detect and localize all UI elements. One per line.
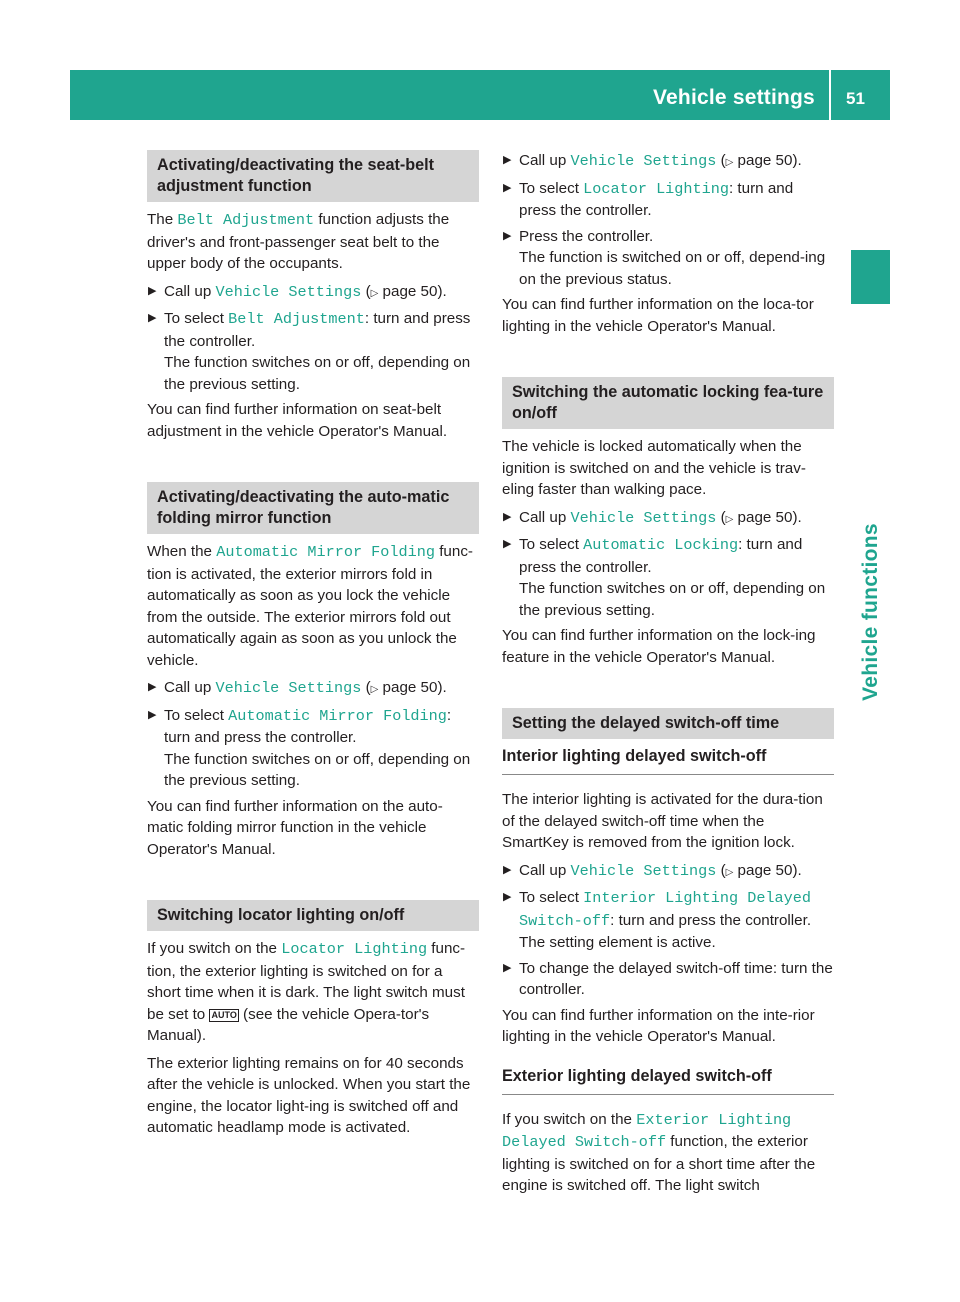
- arrow-icon: ▶: [503, 863, 512, 876]
- subheading-interior-lighting: Interior lighting delayed switch-off: [502, 746, 834, 775]
- arrow-icon: ▶: [148, 708, 157, 721]
- page-title: Vehicle settings: [653, 86, 815, 109]
- paragraph: You can find further information on the lock-ing feature in the vehicle Operator's Manual.: [502, 627, 816, 666]
- left-column: [147, 150, 479, 1145]
- paragraph: The Belt Adjustment function adjusts the driver's and front-passenger seat belt to the upper body of the occupants.: [147, 211, 450, 272]
- right-column: [502, 150, 834, 1203]
- arrow-icon: ▶: [503, 181, 512, 194]
- paragraph: You can find further information on the loca-tor lighting in the vehicle Operator's Manual.: [502, 296, 814, 335]
- side-tab-label: Vehicle functions: [859, 523, 882, 701]
- page-ref-icon: ▷: [370, 287, 379, 299]
- section-heading-delayed-switch-off: Setting the delayed switch-off time: [502, 708, 834, 739]
- section-heading-seat-belt: Activating/deactivating the seat-belt adjustment function: [147, 150, 479, 202]
- display-code: Locator Lighting: [583, 179, 729, 198]
- step-item: ▶ Call up Vehicle Settings (▷ page 50).: [148, 282, 447, 301]
- arrow-icon: ▶: [503, 229, 512, 242]
- section-heading-automatic-locking: Switching the automatic locking fea-ture on/off: [502, 377, 834, 429]
- step-result: The function is switched on or off, depend-ing on the previous status.: [519, 249, 826, 288]
- step-item: ▶ Call up Vehicle Settings (▷ page 50).: [503, 152, 802, 170]
- display-code: Automatic Mirror Folding: [228, 706, 447, 725]
- display-code: Interior Lighting Delayed Switch-off: [519, 889, 812, 930]
- display-code: Vehicle Settings: [215, 679, 362, 697]
- display-code: Vehicle Settings: [215, 282, 362, 301]
- display-code: Vehicle Settings: [570, 152, 717, 170]
- display-code: Exterior Lighting Delayed Switch-off: [502, 1110, 792, 1151]
- header-separator: [829, 70, 831, 120]
- arrow-icon: ▶: [503, 891, 512, 903]
- arrow-icon: ▶: [503, 510, 512, 523]
- auto-light-icon: AUTO: [211, 1009, 237, 1020]
- page-ref-icon: ▷: [725, 866, 734, 878]
- page-ref-icon: ▷: [725, 157, 734, 168]
- step-item: ▶ Call up Vehicle Settings (▷ page 50).: [503, 861, 802, 880]
- step-item: ▶ To select Interior Lighting Delayed Switch-off: turn and press the controller. The setting element is active.: [503, 889, 812, 951]
- display-code: Belt Adjustment: [177, 211, 315, 229]
- page-number: 51: [846, 89, 865, 108]
- step-result: The setting element is active.: [519, 934, 716, 951]
- paragraph: You can find further information on the inte-rior lighting in the vehicle Operator's Manual.: [502, 1006, 815, 1045]
- step-item: ▶ Call up Vehicle Settings (▷ page 50).: [148, 679, 447, 697]
- step-result: The function switches on or off, depending on the previous setting.: [519, 580, 826, 619]
- arrow-icon: ▶: [148, 284, 157, 297]
- page-ref-icon: ▷: [725, 513, 734, 525]
- arrow-icon: ▶: [148, 681, 157, 693]
- display-code: Locator Lighting: [281, 940, 428, 958]
- paragraph: If you switch on the Exterior Lighting Delayed Switch-off function, the exterior lighting is switched on for a short time after the engine is switched off. The light switch: [502, 1110, 816, 1194]
- step-item: ▶ To select Belt Adjustment: turn and press the controller. The function switches on or off, depending on the previous setting.: [148, 310, 471, 393]
- arrow-icon: ▶: [148, 312, 157, 324]
- display-code: Belt Adjustment: [228, 310, 365, 328]
- step-result: The function switches on or off, depending on the previous setting.: [164, 750, 471, 789]
- side-tab: [853, 512, 889, 712]
- display-code: Automatic Locking: [583, 536, 739, 554]
- paragraph: You can find further information on the auto-matic folding mirror function in the vehicle Operator's Manual.: [147, 797, 443, 858]
- section-heading-mirror-folding: Activating/deactivating the auto-matic folding mirror function: [147, 482, 479, 534]
- subheading-exterior-lighting: Exterior lighting delayed switch-off: [502, 1066, 834, 1095]
- step-item: ▶ To change the delayed switch-off time: turn the controller.: [503, 959, 833, 998]
- display-code: Vehicle Settings: [570, 861, 717, 880]
- step-result: The function switches on or off, depending on the previous setting.: [164, 354, 471, 393]
- arrow-icon: ▶: [503, 154, 512, 166]
- step-item: ▶ Call up Vehicle Settings (▷ page 50).: [503, 508, 802, 527]
- page-ref-icon: ▷: [370, 684, 379, 695]
- paragraph: When the Automatic Mirror Folding func-tion is activated, the exterior mirrors fold in automatically as soon as you lock the vehicle from the outside. The exterior mirrors fold out automatically again as soon as you unlock the vehicle.: [147, 543, 473, 669]
- step-item: ▶ To select Automatic Locking: turn and press the controller. The function switches on or off, depending on the previous setting.: [503, 536, 826, 619]
- paragraph: The vehicle is locked automatically when the ignition is switched on and the vehicle is trav-eling faster than walking pace.: [502, 438, 806, 498]
- paragraph: If you switch on the Locator Lighting func-tion, the exterior lighting is switched on for a short time when it is dark. The light switch must be set to AUTO (see the vehicle Opera-tor's Manual).: [147, 940, 466, 1044]
- step-item: ▶ To select Locator Lighting: turn and press the controller.: [503, 179, 794, 219]
- step-item: ▶ Press the controller. The function is switched on or off, depend-ing on the previous status.: [503, 227, 826, 288]
- paragraph: The interior lighting is activated for the dura-tion of the delayed switch-off time when the SmartKey is removed from the ignition lock.: [502, 791, 823, 851]
- step-item: ▶ To select Automatic Mirror Folding: turn and press the controller. The function switches on or off, depending on the previous setting.: [148, 706, 471, 789]
- section-heading-locator-lighting: Switching locator lighting on/off: [147, 900, 479, 931]
- display-code: Vehicle Settings: [570, 508, 717, 527]
- paragraph: You can find further information on seat-belt adjustment in the vehicle Operator's Manual.: [147, 401, 448, 440]
- paragraph: The exterior lighting remains on for 40 seconds after the vehicle is unlocked. When you start the engine, the locator light-ing is switched off and automatic headlamp mode is activated.: [147, 1054, 471, 1136]
- arrow-icon: ▶: [503, 961, 512, 974]
- display-code: Automatic Mirror Folding: [216, 543, 435, 561]
- side-tab-marker: [851, 250, 890, 304]
- arrow-icon: ▶: [503, 538, 512, 550]
